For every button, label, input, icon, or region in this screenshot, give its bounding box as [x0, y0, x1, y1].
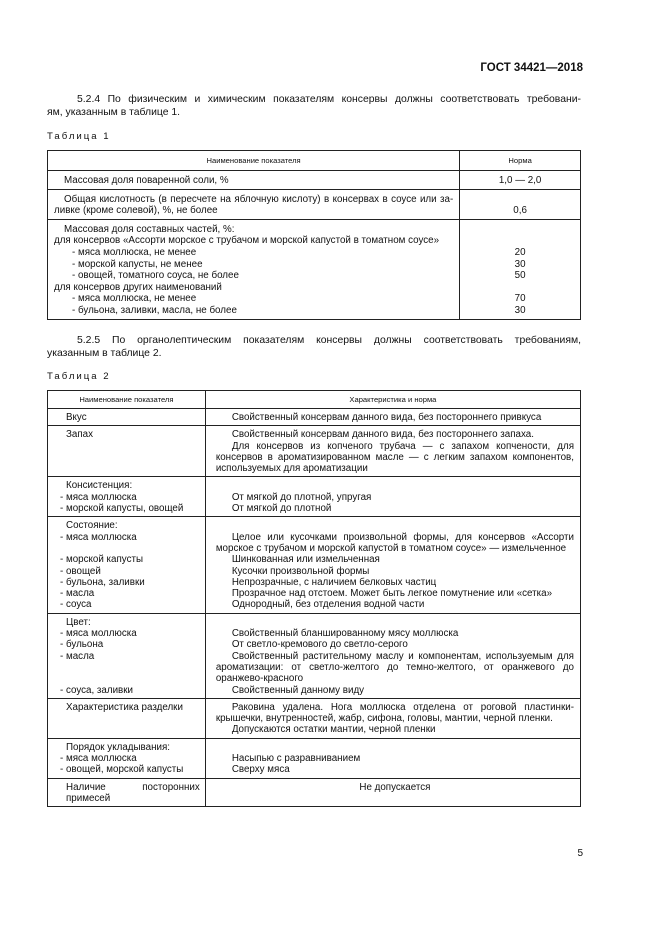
label-line: Цвет:: [66, 616, 91, 628]
value-line: Раковина удалена. Нога моллюска отделена от роговой пластинки-крышечки, внутренностей, жабр, сифона, головы, мантии, черной пленки.: [215, 701, 574, 725]
row-label-line: - морской капусты, не менее: [72, 258, 203, 270]
norm-value: 30: [514, 258, 526, 270]
table-1: [47, 150, 581, 320]
value-line: Свойственный бланшированному мясу моллюска: [231, 628, 459, 640]
row-label: [48, 477, 205, 516]
value-line: Свойственный данному виду: [231, 684, 365, 696]
label-line: - мяса моллюска: [60, 491, 137, 503]
table-row: [48, 477, 581, 517]
row-value: [206, 699, 580, 738]
row-label: Характеристика разделки: [66, 701, 183, 713]
label-line: Порядок укладывания:: [66, 741, 170, 753]
table2-caption: Таблица 2: [47, 371, 111, 382]
norm-value: 0,6: [513, 205, 527, 217]
column-header-name: Наименование показателя: [48, 391, 206, 409]
table-row: [48, 426, 581, 477]
row-label: [48, 220, 459, 319]
table-row: [48, 409, 581, 426]
value-line: Непрозрачные, с наличием белковых частиц: [231, 576, 437, 588]
label-line: - соуса: [60, 599, 92, 611]
value-line: Свойственный растительному маслу и компонентам, используемым для ароматизации: от светло-желтого до темно-желтого, от оранжевого до оранжево-красного: [215, 650, 574, 685]
paragraph-line: 5.2.5 По органолептическим показателям консервы должны соответствовать требованиям,: [77, 335, 581, 346]
row-value: [206, 477, 580, 516]
row-value: [206, 739, 580, 778]
row-value: [206, 614, 580, 698]
label-line: - овощей: [60, 565, 101, 577]
table-row: [48, 698, 581, 738]
row-label-line: для консервов других наименований: [54, 281, 222, 293]
label-line: - морской капусты, овощей: [60, 503, 184, 515]
column-header-norm: Норма: [460, 151, 581, 171]
row-norm: 1,0 — 2,0: [498, 175, 542, 186]
column-header-name: Наименование показателя: [48, 151, 460, 171]
row-label: Наличие посторонних примесей: [66, 781, 200, 804]
value-line: От мягкой до плотной: [231, 503, 332, 515]
norm-value: 70: [514, 293, 526, 305]
row-label-line: - мяса моллюска, не менее: [72, 246, 197, 258]
label-line: - соуса, заливки: [60, 684, 134, 696]
row-label-line: Массовая доля составных частей, %:: [64, 223, 235, 235]
label-line: - бульона: [60, 639, 104, 651]
value-line: Для консервов из копченого трубача — с запахом копчености, для консервов в ароматизированном масле — с легким запахом компонентов, используемых для ароматизации: [215, 440, 574, 475]
page-number: 5: [577, 848, 583, 859]
norm-value: 30: [514, 304, 526, 316]
table-row: [48, 517, 581, 613]
label-line: Состояние:: [66, 520, 118, 532]
value-line: Допускаются остатки мантии, черной пленки: [231, 724, 436, 736]
value-line: Целое или кусочками произвольной формы, для консервов «Ассорти морское с трубачом и морской капустой в томатном соусе» — измельченное: [215, 531, 574, 554]
value-line: Однородный, без отделения водной части: [231, 599, 425, 611]
row-label-line: - мяса моллюска, не менее: [72, 293, 197, 305]
label-line: - мяса моллюска: [60, 628, 137, 640]
row-label: Массовая доля поваренной соли, %: [64, 175, 229, 186]
table-row: [48, 171, 581, 190]
label-line: - мяса моллюска: [60, 531, 137, 543]
row-label: Запах: [66, 429, 94, 441]
table-row: [48, 738, 581, 778]
norm-value: 20: [514, 246, 526, 258]
value-line: Шинкованная или измельченная: [231, 554, 380, 566]
row-label: [48, 190, 459, 219]
label-line: - морской капусты: [60, 554, 144, 566]
table-row: [48, 778, 581, 807]
row-label-line: для консервов «Ассорти морское с трубачом и морской капустой в томатном соусе»: [54, 235, 440, 247]
paragraph-5-2-4: [47, 93, 581, 119]
paragraph-line: 5.2.4 По физическим и химическим показателям консервы должны соответствовать требовани-: [77, 94, 581, 105]
value-line: Прозрачное над отстоем. Может быть легкое помутнение или «сетка»: [231, 588, 553, 600]
row-value: [206, 517, 580, 612]
row-label-line: - овощей, томатного соуса, не более: [72, 270, 239, 282]
label-line: Консистенция:: [66, 480, 133, 492]
value-line: Сверху мяса: [231, 764, 290, 776]
table-header-row: [48, 391, 581, 409]
table-header-row: [48, 151, 581, 171]
table1-caption: Таблица 1: [47, 131, 111, 142]
paragraph-5-2-5: [47, 334, 581, 360]
table-2: [47, 390, 581, 807]
row-label-line: ливке (кроме солевой), %, не более: [54, 205, 218, 217]
row-value: Не допускается: [359, 781, 431, 793]
value-line: Насыпью с разравниванием: [231, 753, 361, 765]
column-header-characteristic: Характеристика и норма: [205, 391, 580, 409]
table-row: [48, 613, 581, 698]
label-line: - масла: [60, 588, 95, 600]
row-norm: [460, 190, 580, 219]
row-value: Свойственный консервам данного вида, без постороннего привкуса: [231, 412, 542, 423]
row-label-line: - бульона, заливки, масла, не более: [72, 304, 237, 316]
row-value: [206, 426, 580, 476]
norm-value: 50: [514, 270, 526, 282]
value-line: От светло-кремового до светло-серого: [231, 639, 408, 651]
table-row: [48, 189, 581, 219]
label-line: - бульона, заливки: [60, 576, 145, 588]
row-label: Вкус: [66, 412, 87, 423]
row-norm: [460, 220, 580, 319]
label-line: - масла: [60, 650, 95, 662]
value-line: От мягкой до плотной, упругая: [231, 491, 372, 503]
paragraph-line: ям, указанным в таблице 1.: [47, 107, 181, 118]
row-label-line: Общая кислотность (в пересчете на яблочную кислоту) в консервах в соусе или за-: [64, 193, 454, 205]
paragraph-line: указанным в таблице 2.: [47, 348, 162, 359]
label-line: - овощей, морской капусты: [60, 764, 184, 776]
table-row: [48, 219, 581, 319]
document-id: ГОСТ 34421—2018: [480, 62, 583, 74]
row-label: [48, 614, 205, 698]
label-line: - мяса моллюска: [60, 753, 137, 765]
row-label: [48, 739, 205, 778]
value-line: Свойственный консервам данного вида, без постороннего запаха.: [231, 429, 534, 441]
row-label: [48, 517, 205, 612]
value-line: Кусочки произвольной формы: [231, 565, 370, 577]
